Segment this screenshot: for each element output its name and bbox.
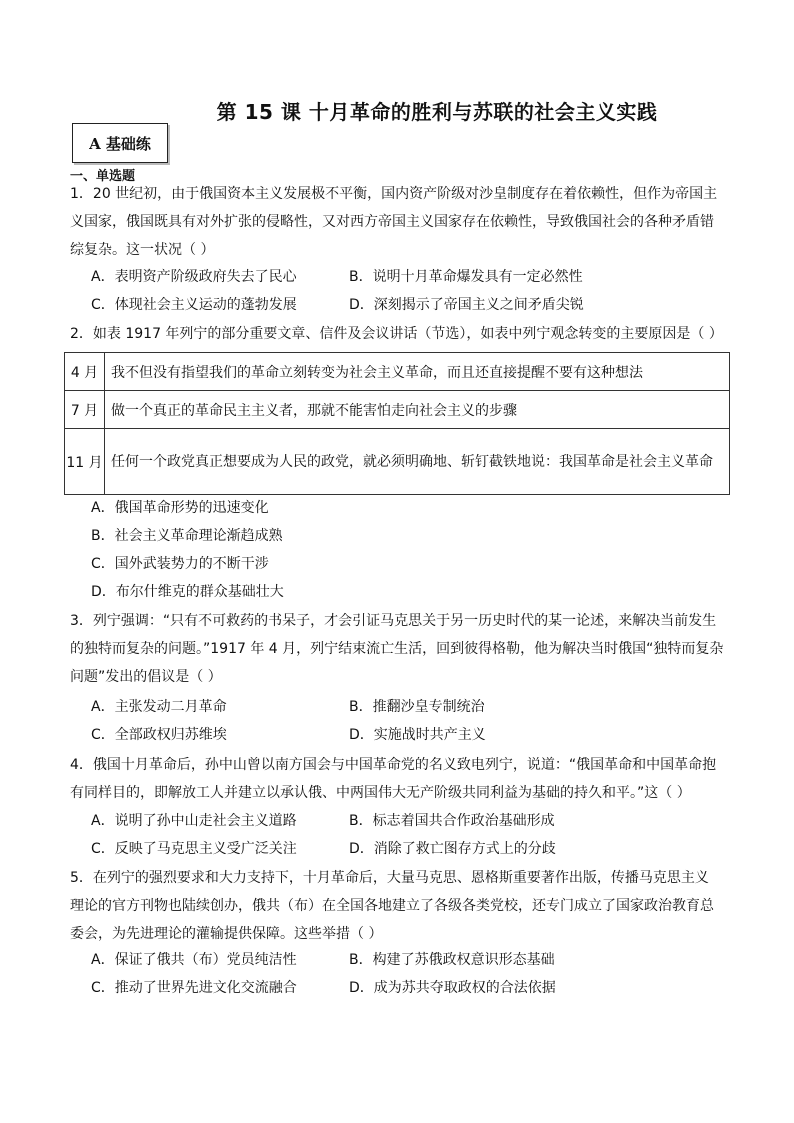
table-row — [65, 429, 730, 495]
section-heading: 一、单选题 — [70, 169, 136, 184]
table-row — [65, 353, 730, 391]
question-3-line: 3．列宁强调：“只有不可救药的书呆子，才会引证马克思关于另一历史时代的某一论述，来解决当前发生 — [70, 613, 717, 629]
option-a[interactable]: A．表明资产阶级政府失去了民心 — [91, 269, 297, 285]
question-1-options — [91, 263, 691, 319]
option-d[interactable]: D．布尔什维克的群众基础壮大 — [91, 584, 284, 600]
table-month: 11 月 — [65, 429, 105, 495]
level-badge: A 基础练 — [72, 123, 168, 163]
page-title: 第 15 课 十月革命的胜利与苏联的社会主义实践 — [216, 100, 658, 124]
question-2-table — [64, 352, 730, 495]
question-1-line: 1．20 世纪初，由于俄国资本主义发展极不平衡，国内资产阶级对沙皇制度存在着依赖性，但作为帝国主 — [70, 186, 718, 202]
table-row — [65, 391, 730, 429]
question-4-line: 有同样目的，即解放工人并建立以承认俄、中两国伟大无产阶级共同利益为基础的持久和平。”这（ ） — [70, 785, 691, 801]
option-a[interactable]: A．主张发动二月革命 — [91, 699, 227, 715]
question-3-options — [91, 693, 691, 749]
question-4-options — [91, 807, 691, 863]
question-1 — [70, 180, 730, 264]
option-c[interactable]: C．反映了马克思主义受广泛关注 — [91, 841, 297, 857]
question-5-line: 理论的官方刊物也陆续创办，俄共（布）在全国各地建立了各级各类党校，还专门成立了国家政治教育总 — [70, 898, 714, 914]
option-d[interactable]: D．消除了救亡图存方式上的分歧 — [349, 841, 556, 857]
option-b[interactable]: B．标志着国共合作政治基础形成 — [349, 813, 555, 829]
question-5-options — [91, 946, 691, 1002]
option-d[interactable]: D．成为苏共夺取政权的合法依据 — [349, 980, 556, 996]
table-month: 7 月 — [65, 391, 105, 429]
table-text: 我不但没有指望我们的革命立刻转变为社会主义革命，而且还直接提醒不要有这种想法 — [105, 353, 730, 391]
question-3-line: 问题”发出的倡议是（ ） — [70, 669, 222, 685]
table-text: 任何一个政党真正想要成为人民的政党，就必须明确地、斩钉截铁地说：我国革命是社会主义革命 — [105, 429, 730, 495]
option-c[interactable]: C．国外武装势力的不断干涉 — [91, 556, 269, 572]
question-3-line: 的独特而复杂的问题。”1917 年 4 月，列宁结束流亡生活，回到彼得格勒，他为解决当时俄国“独特而复杂 — [70, 641, 724, 657]
question-3 — [70, 607, 730, 691]
option-a[interactable]: A．保证了俄共（布）党员纯洁性 — [91, 952, 297, 968]
question-5-line: 5．在列宁的强烈要求和大力支持下，十月革命后，大量马克思、恩格斯重要著作出版，传播马克思主义 — [70, 870, 709, 886]
option-b[interactable]: B．推翻沙皇专制统治 — [349, 699, 485, 715]
option-c[interactable]: C．体现社会主义运动的蓬勃发展 — [91, 297, 297, 313]
question-5-line: 委会，为先进理论的灌输提供保障。这些举措（ ） — [70, 926, 383, 942]
question-4 — [70, 751, 730, 807]
question-1-line: 综复杂。这一状况（ ） — [70, 242, 215, 258]
table-text: 做一个真正的革命民主主义者，那就不能害怕走向社会主义的步骤 — [105, 391, 730, 429]
question-1-line: 义国家，俄国既具有对外扩张的侵略性，又对西方帝国主义国家存在依赖性，导致俄国社会的各种矛盾错 — [70, 214, 714, 230]
option-b[interactable]: B．社会主义革命理论渐趋成熟 — [91, 528, 283, 544]
option-c[interactable]: C．推动了世界先进文化交流融合 — [91, 980, 297, 996]
option-b[interactable]: B．说明十月革命爆发具有一定必然性 — [349, 269, 583, 285]
option-d[interactable]: D．深刻揭示了帝国主义之间矛盾尖锐 — [349, 297, 584, 313]
option-a[interactable]: A．俄国革命形势的迅速变化 — [91, 500, 269, 516]
question-2 — [70, 320, 750, 348]
option-b[interactable]: B．构建了苏俄政权意识形态基础 — [349, 952, 555, 968]
table-month: 4 月 — [65, 353, 105, 391]
question-2-line: 2．如表 1917 年列宁的部分重要文章、信件及会议讲话（节选），如表中列宁观念转变的主要原因是（ ） — [70, 326, 723, 342]
question-4-line: 4．俄国十月革命后，孙中山曾以南方国会与中国革命党的名义致电列宁，说道：“俄国革命和中国革命抱 — [70, 757, 717, 773]
option-d[interactable]: D．实施战时共产主义 — [349, 727, 486, 743]
question-2-options — [91, 494, 591, 606]
question-5 — [70, 864, 730, 948]
option-c[interactable]: C．全部政权归苏维埃 — [91, 727, 227, 743]
option-a[interactable]: A．说明了孙中山走社会主义道路 — [91, 813, 297, 829]
